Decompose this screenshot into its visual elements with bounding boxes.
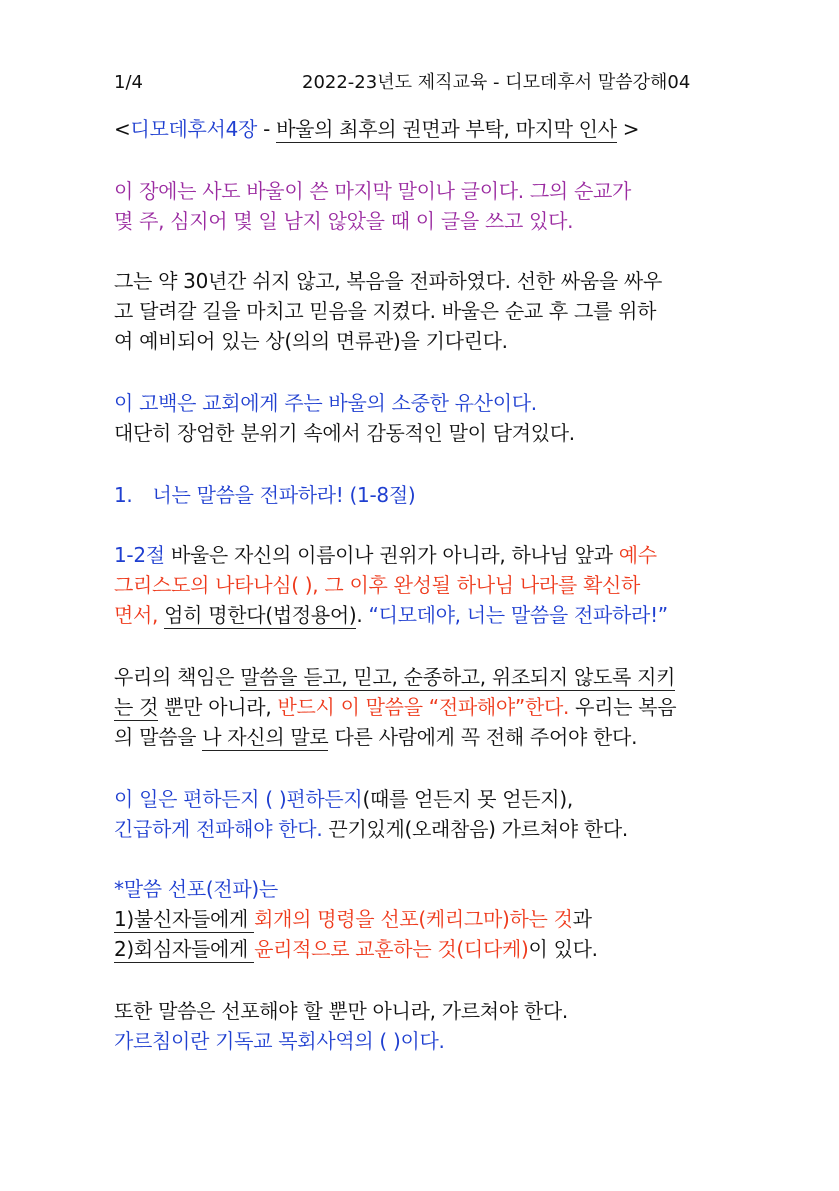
para3-line-2: 대단히 장엄한 분위기 속에서 감동적인 말이 담겨있다. xyxy=(114,421,575,445)
intro-line-2: 몇 주, 심지어 몇 일 남지 않았을 때 이 글을 쓰고 있다. xyxy=(114,209,574,233)
verse-ref: 1-2절 xyxy=(114,543,165,567)
para2-line-3: 여 예비되어 있는 상(의의 면류관)을 기다린다. xyxy=(114,329,508,353)
quote: “디모데야, 너는 말씀을 전파하라!” xyxy=(368,603,668,627)
para4-line-2: 그리스도의 나타나심( ), 그 이후 완성될 하나님 나라를 확신하 xyxy=(114,573,641,597)
para5-line-3: 의 말씀을 나 자신의 말로 다른 사람에게 꼭 전해 주어야 한다. xyxy=(114,725,638,749)
page-number: 1/4 xyxy=(114,72,143,93)
section-heading xyxy=(114,480,415,510)
chapter-title: <디모데후서4장 - 바울의 최후의 권면과 부탁, 마지막 인사 > xyxy=(114,117,640,141)
para2-line-1: 그는 약 30년간 쉬지 않고, 복음을 전파하였다. 선한 싸움을 싸우 xyxy=(114,269,662,293)
para4-line-1: 1-2절 바울은 자신의 이름이나 권위가 아니라, 하나님 앞과 예수 xyxy=(114,543,657,567)
para5-line-1: 우리의 책임은 말씀을 듣고, 믿고, 순종하고, 위조되지 않도록 지키 xyxy=(114,665,676,689)
chapter-name: 디모데후서4장 xyxy=(130,117,258,141)
section-number: 1. xyxy=(114,483,133,507)
para2-line-2: 고 달려갈 길을 마치고 믿음을 지켰다. 바울은 순교 후 그를 위하 xyxy=(114,299,657,323)
section-title: 너는 말씀을 전파하라! (1-8절) xyxy=(152,483,416,507)
chapter-subject: 바울의 최후의 권면과 부탁, 마지막 인사 xyxy=(276,117,617,141)
para7-line-3: 2)회심자들에게 윤리적으로 교훈하는 것(디다케)이 있다. xyxy=(114,937,598,961)
para8-line-1: 또한 말씀은 선포해야 할 뿐만 아니라, 가르쳐야 한다. xyxy=(114,999,568,1023)
para4-line-3: 면서, 엄히 명한다(법정용어). “디모데야, 너는 말씀을 전파하라!” xyxy=(114,603,668,627)
para7-line-1: *말씀 선포(전파)는 xyxy=(114,877,278,901)
intro-line-1: 이 장에는 사도 바울이 쓴 마지막 말이나 글이다. 그의 순교가 xyxy=(114,179,632,203)
para6-line-2: 긴급하게 전파해야 한다. 끈기있게(오래참음) 가르쳐야 한다. xyxy=(114,817,628,841)
para5-line-2: 는 것 뿐만 아니라, 반드시 이 말씀을 “전파해야”한다. 우리는 복음 xyxy=(114,695,677,719)
document-title: 2022-23년도 제직교육 - 디모데후서 말씀강해04 xyxy=(302,72,691,93)
para7-line-2: 1)불신자들에게 회개의 명령을 선포(케리그마)하는 것과 xyxy=(114,907,592,931)
para8-line-2: 가르침이란 기독교 목회사역의 ( )이다. xyxy=(114,1029,445,1053)
para3-line-1: 이 고백은 교회에게 주는 바울의 소중한 유산이다. xyxy=(114,391,537,415)
para6-line-1: 이 일은 편하든지 ( )편하든지(때를 얻든지 못 얻든지), xyxy=(114,787,573,811)
